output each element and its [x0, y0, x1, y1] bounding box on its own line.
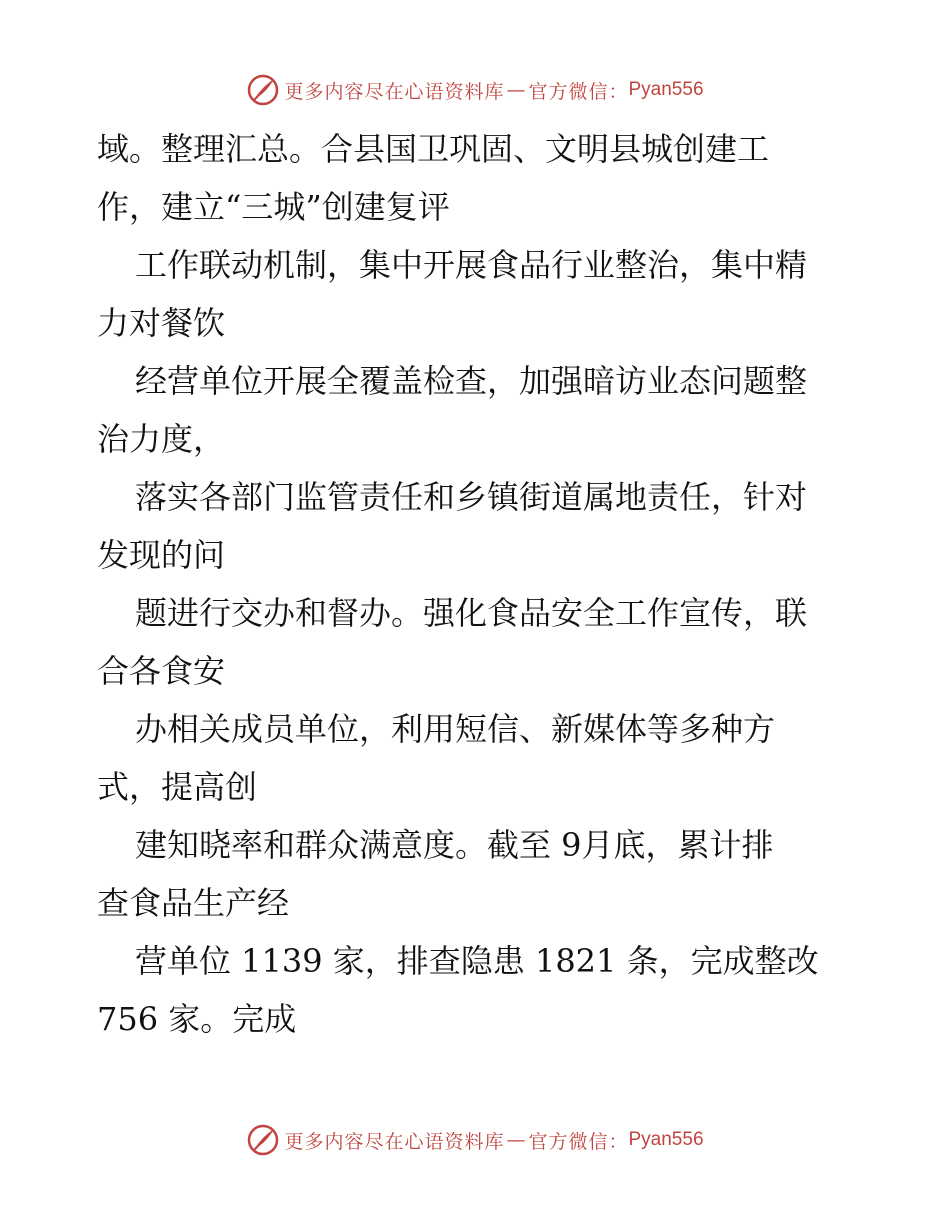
- body-line: 题进行交办和督办。强化食品安全工作宣传，联: [135, 594, 808, 632]
- quill-logo-icon: [246, 1123, 280, 1157]
- watermark-footer: [0, 1120, 950, 1160]
- watermark-text: 更多内容尽在心语资料库: [284, 80, 505, 103]
- body-line: 作，建立“三城”创建复评: [97, 188, 450, 226]
- watermark-header: [0, 70, 950, 110]
- body-line: 合各食安: [97, 652, 226, 690]
- watermark-text: 更多内容尽在心语资料库: [284, 1130, 505, 1153]
- body-line: 建知晓率和群众满意度。截至 9月底，累计排: [135, 826, 774, 864]
- body-line: 落实各部门监管责任和乡镇街道属地责任，针对: [135, 478, 808, 516]
- body-line: 查食品生产经: [97, 884, 290, 922]
- body-line: 域。整理汇总。合县国卫巩固、文明县城创建工: [97, 130, 770, 168]
- body-line: 式，提高创: [97, 768, 258, 806]
- watermark-wechat-label: 官方微信：: [528, 80, 629, 103]
- watermark-wechat-id: Pyan556: [628, 79, 704, 100]
- body-line: 发现的问: [97, 536, 226, 574]
- watermark-wechat-id: Pyan556: [628, 1129, 704, 1150]
- document-body: [97, 120, 857, 1048]
- body-line: 力对餐饮: [97, 304, 226, 342]
- body-line: 治力度，: [97, 420, 226, 458]
- body-line: 756 家。完成: [97, 1000, 297, 1038]
- body-line: 营单位 1139 家，排查隐患 1821 条，完成整改: [135, 942, 819, 980]
- body-line: 工作联动机制，集中开展食品行业整治，集中精: [135, 246, 808, 284]
- quill-logo-icon: [246, 73, 280, 107]
- watermark-separator: —: [506, 79, 527, 101]
- watermark-separator: —: [506, 1129, 527, 1151]
- body-line: 经营单位开展全覆盖检查，加强暗访业态问题整: [135, 362, 808, 400]
- watermark-wechat-label: 官方微信：: [528, 1130, 629, 1153]
- body-line: 办相关成员单位，利用短信、新媒体等多种方: [135, 710, 776, 748]
